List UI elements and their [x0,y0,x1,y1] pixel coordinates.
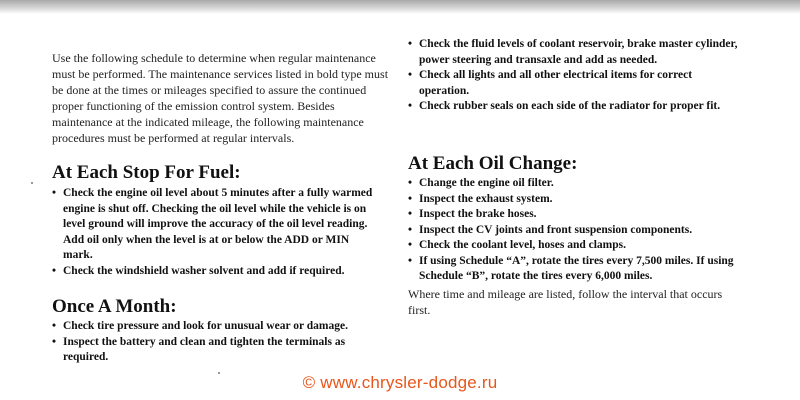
list-item: • Inspect the exhaust system. [408,192,753,208]
fuel-stop-list [52,186,380,279]
scan-speck [31,182,33,184]
list-item: • Check the engine oil level about 5 minutes after a fully warmed engine is shut off. Checking the oil level while the vehicle is on level ground will improve the accuracy of the oil level reading. Add oil only when the level is at or below the ADD or MIN mark. [52,186,380,264]
list-item: • Check all lights and all other electrical items for correct operation. [408,68,743,99]
list-item: • Inspect the brake hoses. [408,207,753,223]
scan-top-edge [0,0,800,14]
list-item: • Inspect the battery and clean and tighten the terminals as required. [52,335,370,366]
list-item: • Inspect the CV joints and front suspension components. [408,223,753,239]
list-item: • If using Schedule “A”, rotate the tires every 7,500 miles. If using Schedule “B”, rotate the tires every 6,000 miles. [408,254,753,285]
oil-change-heading: At Each Oil Change: [408,153,578,174]
monthly-heading: Once A Month: [52,296,177,317]
watermark-link[interactable]: © www.chrysler-dodge.ru [302,373,498,392]
monthly-list [52,319,370,366]
list-item: • Check the windshield washer solvent and add if required. [52,264,380,280]
intro-paragraph: Use the following schedule to determine when regular maintenance must be performed. The maintenance services listed in bold type must be done at the times or mileages specified to assure the continued proper functioning of the emission control system. Besides maintenance at the indicated mileage, the following maintenance procedures must be performed at regular intervals. [52,51,389,145]
monthly-continued-list [408,37,743,115]
fuel-stop-heading: At Each Stop For Fuel: [52,162,241,183]
list-item: • Check rubber seals on each side of the radiator for proper fit. [408,99,743,115]
list-item: • Change the engine oil filter. [408,176,753,192]
closing-paragraph: Where time and mileage are listed, follow the interval that occurs first. [408,287,723,317]
list-item: • Check the fluid levels of coolant reservoir, brake master cylinder, power steering and transaxle and add as needed. [408,37,743,68]
list-item: • Check the coolant level, hoses and clamps. [408,238,753,254]
oil-change-list [408,176,753,285]
list-item: • Check tire pressure and look for unusual wear or damage. [52,319,370,335]
